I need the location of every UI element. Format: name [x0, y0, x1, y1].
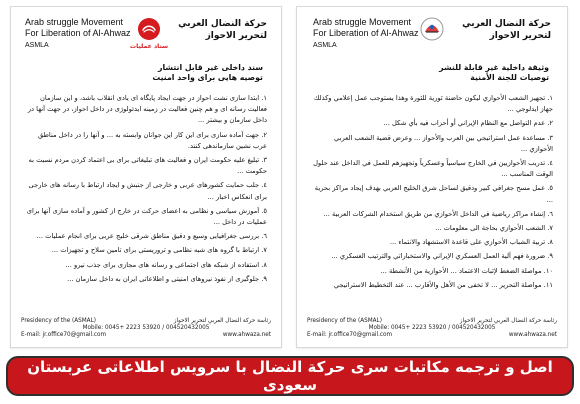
caption-banner-text: اصل و ترجمه مکاتبات سری حرکة النضال با سرویس اطلاعاتی عربستان سعودی: [27, 358, 553, 394]
page-header: [297, 7, 567, 65]
list-item: ٧. ارتباط با گروه های شبه نظامی و تروریستی برای تامین سلاح و تجهیزات ...: [51, 246, 267, 255]
list-item: ٦. إنشاء مراكز رياضية في الداخل الأحوازي من طريق استخدام الشركات العربية ...: [323, 209, 553, 218]
list-item: ٥. آموزش سیاسی و نظامی به اعضای حرکت در خارج از کشور و آماده سازی آنها برای عملیات در داخل ...: [26, 206, 267, 227]
list-item: ٨. تربية الشباب الأحوازي على قاعدة الاستشهاد والانتماء ...: [389, 238, 553, 247]
title-line-2: توصیه هایی برای واحد امنیت: [152, 73, 263, 82]
org-name-arabic: [462, 18, 551, 42]
org-en-line2: For Liberation of Al-Ahwaz: [313, 28, 419, 38]
list-item: ٨. استفاده از شبکه های اجتماعی و رسانه های مجازی برای جذب نیرو ...: [65, 260, 267, 269]
list-item: ٤. جلب حمایت کشورهای عربی و خارجی از جنبش و ایجاد ارتباط با رسانه های خارجی برای انعکاس اخبار ...: [28, 181, 267, 201]
stamp-logo-label: ستاد عملیات: [129, 43, 169, 50]
list-item: ٧. الشعب الأحوازي بحاجة الى معلومات ...: [435, 224, 553, 233]
footer-phone: Mobile: 0045+ 2223 53920 / 004520432005: [82, 325, 210, 331]
title-line-1: وثيقة داخلية غير قابلة للنشر: [439, 63, 549, 72]
document-title: [29, 63, 263, 83]
org-ar-line1: حركة النضال العربي: [178, 19, 267, 29]
list-item: ٩. ضرورة فهم آلية العمل العسكري الإيراني والاستخباراتي والترتيب العسكري ...: [331, 252, 553, 261]
document-footer: [307, 318, 557, 339]
list-item: ١. ابتدا سازی نشت احواز در جهت ایجاد پایگاه ای یادی انقلاب باشد، و این سازمان فعالیت رسانه ای و هم چنین فعالیت در زمینه ایدئولوژی در داخل احواز، در جهت آنها در داخل سازمان و بیشتر ...: [27, 94, 267, 125]
footer-web: www.ahwaza.net: [508, 332, 557, 338]
document-page-left: [10, 6, 282, 348]
document-body: [23, 93, 267, 288]
org-name-arabic: [178, 18, 267, 42]
stamp-logo-icon: [137, 17, 161, 41]
list-item: ١١. مواصلة التحرير ... لا تخفى من الأهل والأقارب ... عند التخطيط الاستراتيجي: [333, 280, 553, 289]
footer-row: [21, 318, 271, 325]
org-en-asmla: ASMLA: [25, 42, 49, 49]
page-header: [11, 7, 281, 65]
list-item: ٤. تدريب الأحوازيين في الخارج سياسياً وعسكرياً وتجهيزهم للعمل في الداخل عند حلول الوقت المناسب ...: [313, 159, 553, 179]
org-ar-line2: لتحرير الاحواز: [489, 31, 551, 41]
title-line-2: توصيات للجنة الأمنية: [470, 73, 549, 82]
list-item: ٢. عدم التواصل مع النظام الإيراني أو أحزاب فيه بأي شكل ...: [383, 119, 553, 128]
org-en-line1: Arab struggle Movement: [25, 17, 124, 27]
footer-web: www.ahwaza.net: [222, 332, 271, 338]
list-item: ٩. جلوگیری از نفوذ نیروهای امنیتی و اطلاعاتی ایران به داخل سازمان ...: [67, 274, 267, 283]
org-en-asmla: ASMLA: [313, 42, 337, 49]
org-ar-line1: حركة النضال العربي: [462, 19, 551, 29]
document-page-right: [296, 6, 568, 348]
footer-english: Presidency of the (ASMAL): [21, 318, 96, 324]
footer-email: E-mail: jr.office70@gmail.com: [21, 332, 107, 338]
org-en-line1: Arab struggle Movement: [313, 17, 412, 27]
footer-arabic: رئاسة حركة النضال العربي لتحرير الاحواز: [459, 318, 557, 324]
footer-email: E-mail: jr.office70@gmail.com: [307, 332, 393, 338]
list-item: ٣. تبلیغ علیه حکومت ایران و فعالیت های تبلیغاتی برای بی اعتماد کردن مردم نسبت به حکومت ...: [28, 156, 267, 176]
footer-english: Presidency of the (ASMAL): [307, 318, 382, 324]
document-title: [315, 63, 549, 83]
list-item: ٦. بررسی جغرافیایی وسیع و دقیق مناطق شرقی خلیج عربی برای انجام عملیات ...: [36, 232, 267, 241]
footer-arabic: رئاسة حركة النضال العربي لتحرير الاحواز: [173, 318, 271, 324]
org-ar-line2: لتحرير الاحواز: [205, 31, 267, 41]
title-line-1: سند داخلی غیر قابل انتشار: [158, 63, 263, 72]
document-footer: [21, 318, 271, 339]
list-item: ١. تجهيز الشعب الأحوازي لیکون حاضنة ثورية للثورة وهذا يستوجب عمل إعلامي وكذلك جهاز ايدلوجي ...: [313, 94, 553, 114]
footer-row-2: [307, 332, 557, 339]
list-item: ١٠. مواصلة الضغط لإثبات الاعتماد ... الأحوازية من الأنشطة ...: [380, 266, 553, 275]
caption-banner: [6, 356, 574, 396]
footer-phone: Mobile: 0045+ 2223 53920 / 004520432005: [368, 325, 496, 331]
org-name-english: [313, 17, 419, 51]
emblem-icon: [420, 17, 444, 41]
org-name-english: [25, 17, 131, 51]
list-item: ٥. عمل مسح جغرافي كبير ودقيق لساحل شرق الخليج العربي بهدف إيجاد مراكز بحرية ...: [314, 184, 553, 204]
document-body: [309, 93, 553, 294]
list-item: ٣. مساعدة عمل استراتيجي بين العرب والأحواز ... وعرض قضية الشعب العربي الأحوازي ...: [334, 133, 553, 153]
list-item: ٢. جهت آماده سازی برای این کار این جوانان وابسته به ... و آنها را در داخل مناطق عرب نشین سازماندهی کنند.: [38, 130, 267, 150]
footer-row: [307, 318, 557, 325]
org-en-line2: For Liberation of Al-Ahwaz: [25, 28, 131, 38]
footer-row-2: [21, 332, 271, 339]
